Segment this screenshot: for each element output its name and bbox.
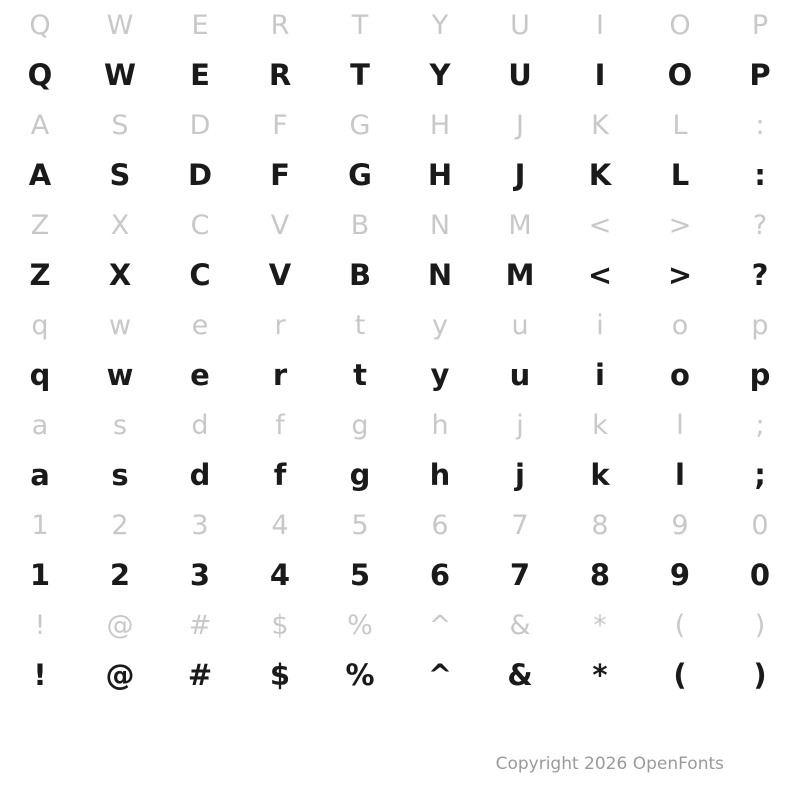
glyph-cell: s xyxy=(111,457,129,492)
glyph-cell: e xyxy=(190,357,210,392)
glyph-cell: W xyxy=(106,9,134,41)
glyph-cell: ) xyxy=(754,609,766,641)
glyph-cell: J xyxy=(514,157,526,192)
glyph-cell: p xyxy=(751,309,769,341)
glyph-cell: F xyxy=(270,157,290,192)
glyph-cell: ; xyxy=(754,457,766,492)
glyph-cell: ! xyxy=(33,657,47,692)
glyph-cell: 3 xyxy=(189,557,211,592)
glyph-cell: 1 xyxy=(31,509,49,541)
glyph-cell: H xyxy=(427,157,453,192)
glyph-cell: 6 xyxy=(429,557,451,592)
glyph-cell: P xyxy=(751,9,769,41)
glyph-cell: i xyxy=(596,309,604,341)
glyph-cell: # xyxy=(187,657,213,692)
glyph-cell: & xyxy=(509,609,531,641)
glyph-cell: $ xyxy=(269,657,291,692)
glyph-cell: M xyxy=(508,209,532,241)
glyph-cell: l xyxy=(675,457,685,492)
glyph-cell: R xyxy=(270,9,290,41)
glyph-cell: k xyxy=(590,457,610,492)
glyph-row xyxy=(0,650,800,700)
glyph-cell: 8 xyxy=(589,557,611,592)
glyph-cell: i xyxy=(595,357,605,392)
glyph-cell: o xyxy=(671,309,689,341)
glyph-cell: U xyxy=(510,9,530,41)
glyph-cell: L xyxy=(672,109,688,141)
glyph-cell: D xyxy=(189,109,211,141)
glyph-cell: S xyxy=(109,157,131,192)
glyph-cell: 5 xyxy=(349,557,371,592)
glyph-cell: o xyxy=(670,357,690,392)
glyph-cell: q xyxy=(29,357,51,392)
glyph-cell: u xyxy=(511,309,529,341)
glyph-cell: L xyxy=(670,157,690,192)
glyph-cell: Z xyxy=(29,257,51,292)
glyph-cell: w xyxy=(106,357,134,392)
glyph-cell: j xyxy=(515,457,525,492)
glyph-cell: ? xyxy=(751,257,769,292)
glyph-cell: d xyxy=(189,457,211,492)
glyph-cell: T xyxy=(351,9,369,41)
glyph-cell: O xyxy=(669,9,691,41)
glyph-cell: 5 xyxy=(351,509,369,541)
glyph-cell: Q xyxy=(27,57,53,92)
glyph-cell: V xyxy=(270,209,290,241)
glyph-cell: A xyxy=(28,157,52,192)
glyph-cell: # xyxy=(188,609,212,641)
glyph-cell: a xyxy=(30,457,50,492)
glyph-cell: Y xyxy=(431,9,449,41)
glyph-cell: t xyxy=(353,357,367,392)
glyph-cell: O xyxy=(667,57,693,92)
glyph-cell: 7 xyxy=(509,557,531,592)
glyph-cell: Q xyxy=(29,9,51,41)
glyph-cell: K xyxy=(588,157,612,192)
glyph-cell: E xyxy=(190,57,210,92)
glyph-cell: 2 xyxy=(109,557,131,592)
glyph-cell: 3 xyxy=(191,509,209,541)
glyph-cell: C xyxy=(190,209,210,241)
glyph-cell: ^ xyxy=(428,609,452,641)
glyph-row xyxy=(0,200,800,250)
glyph-cell: 1 xyxy=(29,557,51,592)
glyph-cell: 8 xyxy=(591,509,609,541)
glyph-cell: ? xyxy=(752,209,768,241)
glyph-cell: Z xyxy=(30,209,50,241)
glyph-cell: C xyxy=(189,257,211,292)
glyph-cell: > xyxy=(668,209,692,241)
glyph-cell: ; xyxy=(755,409,765,441)
glyph-cell: w xyxy=(108,309,132,341)
glyph-cell: g xyxy=(351,409,369,441)
glyph-cell: g xyxy=(349,457,371,492)
glyph-cell: M xyxy=(505,257,535,292)
glyph-cell: q xyxy=(31,309,49,341)
glyph-cell: D xyxy=(187,157,213,192)
glyph-cell: J xyxy=(516,109,524,141)
glyph-cell: N xyxy=(427,257,453,292)
glyph-row xyxy=(0,500,800,550)
glyph-cell: r xyxy=(272,357,288,392)
glyph-cell: S xyxy=(111,109,129,141)
glyph-row xyxy=(0,50,800,100)
glyph-row xyxy=(0,400,800,450)
glyph-cell: u xyxy=(509,357,531,392)
glyph-cell: @ xyxy=(106,609,134,641)
glyph-row xyxy=(0,450,800,500)
glyph-cell: s xyxy=(112,409,128,441)
glyph-cell: X xyxy=(108,257,132,292)
glyph-cell: P xyxy=(749,57,771,92)
glyph-row xyxy=(0,600,800,650)
glyph-cell: G xyxy=(348,157,372,192)
glyph-cell: h xyxy=(429,457,451,492)
glyph-cell: W xyxy=(104,57,136,92)
glyph-cell: 9 xyxy=(671,509,689,541)
glyph-cell: Y xyxy=(429,57,451,92)
glyph-cell: ) xyxy=(753,657,767,692)
glyph-cell: % xyxy=(347,609,373,641)
glyph-cell: * xyxy=(593,609,607,641)
glyph-cell: 0 xyxy=(749,557,771,592)
glyph-cell: t xyxy=(354,309,366,341)
copyright-notice: Copyright 2026 OpenFonts xyxy=(495,754,724,774)
glyph-cell: p xyxy=(749,357,771,392)
glyph-cell: R xyxy=(268,57,292,92)
glyph-row xyxy=(0,550,800,600)
glyph-cell: & xyxy=(507,657,533,692)
glyph-cell: ! xyxy=(34,609,46,641)
glyph-cell: U xyxy=(508,57,532,92)
glyph-cell: k xyxy=(592,409,608,441)
glyph-cell: 2 xyxy=(111,509,129,541)
glyph-cell: * xyxy=(592,657,608,692)
glyph-cell: I xyxy=(594,57,606,92)
glyph-cell: a xyxy=(31,409,49,441)
glyph-cell: f xyxy=(275,409,285,441)
glyph-cell: E xyxy=(191,9,209,41)
glyph-cell: A xyxy=(30,109,50,141)
glyph-cell: @ xyxy=(105,657,135,692)
glyph-cell: : xyxy=(754,157,766,192)
glyph-cell: : xyxy=(755,109,765,141)
glyph-cell: B xyxy=(350,209,370,241)
glyph-cell: ( xyxy=(673,657,687,692)
glyph-cell: j xyxy=(516,409,524,441)
glyph-cell: ( xyxy=(674,609,686,641)
glyph-cell: d xyxy=(191,409,209,441)
glyph-cell: 4 xyxy=(269,557,291,592)
glyph-cell: < xyxy=(588,209,612,241)
glyph-cell: B xyxy=(348,257,372,292)
glyph-cell: G xyxy=(349,109,371,141)
glyph-cell: N xyxy=(429,209,451,241)
glyph-cell: 7 xyxy=(511,509,529,541)
glyph-row xyxy=(0,150,800,200)
glyph-cell: T xyxy=(350,57,370,92)
glyph-cell: y xyxy=(430,357,450,392)
glyph-cell: F xyxy=(272,109,288,141)
glyph-cell: ^ xyxy=(427,657,453,692)
glyph-cell: X xyxy=(110,209,130,241)
glyph-row xyxy=(0,250,800,300)
glyph-cell: r xyxy=(274,309,286,341)
glyph-cell: % xyxy=(345,657,375,692)
glyph-cell: I xyxy=(596,9,604,41)
glyph-cell: l xyxy=(676,409,684,441)
glyph-cell: 0 xyxy=(751,509,769,541)
glyph-cell: h xyxy=(431,409,449,441)
glyph-cell: 9 xyxy=(669,557,691,592)
glyph-row xyxy=(0,0,800,50)
glyph-cell: H xyxy=(429,109,451,141)
glyph-cell: 6 xyxy=(431,509,449,541)
glyph-cell: < xyxy=(587,257,613,292)
glyph-row xyxy=(0,350,800,400)
glyph-cell: y xyxy=(432,309,448,341)
glyph-cell: e xyxy=(191,309,209,341)
glyph-cell: $ xyxy=(271,609,289,641)
glyph-row xyxy=(0,100,800,150)
glyph-cell: V xyxy=(268,257,292,292)
glyph-cell: 4 xyxy=(271,509,289,541)
glyph-cell: K xyxy=(591,109,609,141)
glyph-cell: > xyxy=(667,257,693,292)
glyph-row xyxy=(0,300,800,350)
glyph-cell: f xyxy=(273,457,287,492)
